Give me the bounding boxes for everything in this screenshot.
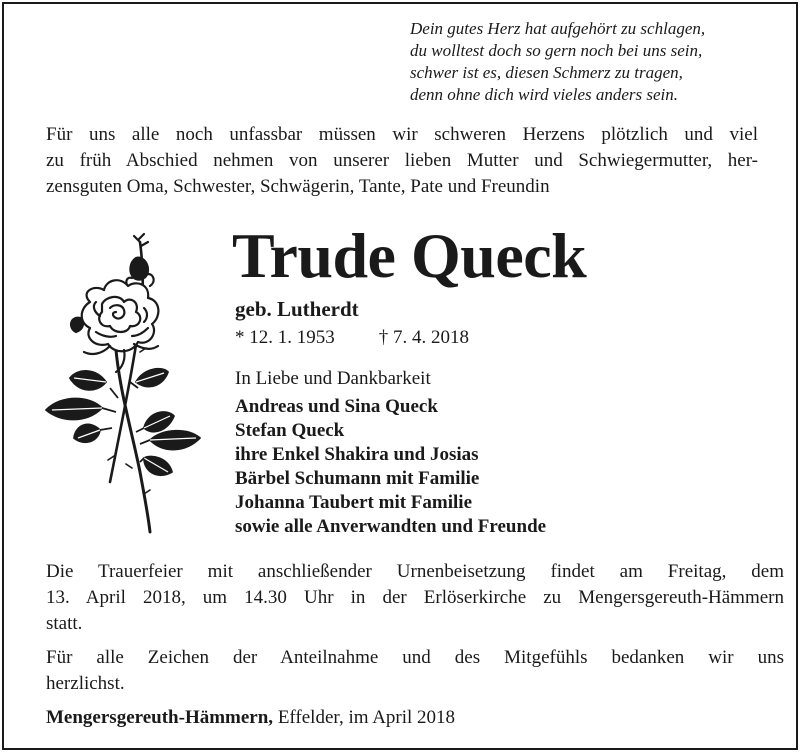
death-date: † 7. 4. 2018 bbox=[378, 327, 469, 348]
rose-illustration bbox=[40, 232, 204, 536]
intro-line: Für uns alle noch unfassbar müssen wir schweren Herzens plötzlich und viel bbox=[46, 124, 758, 145]
intro-line: zu früh Abschied nehmen von unserer lieben Mutter und Schwiegermutter, her- bbox=[46, 150, 758, 171]
mourner: Stefan Queck bbox=[235, 420, 345, 441]
funeral-line: 13. April 2018, um 14.30 Uhr in der Erlöserkirche zu Mengersgereuth-Hämmern bbox=[46, 587, 784, 608]
intro-text bbox=[46, 122, 758, 200]
place-rest: Effelder, im April 2018 bbox=[277, 707, 456, 728]
mourner: sowie alle Anverwandten und Freunde bbox=[235, 516, 547, 537]
place-town: Mengersgereuth-Hämmern, bbox=[46, 707, 274, 728]
thanks-line: Für alle Zeichen der Anteilnahme und des Mitgefühls bedanken wir uns bbox=[46, 647, 784, 668]
poem-line: denn ohne dich wird vieles anders sein. bbox=[410, 85, 679, 104]
poem-line: du wolltest doch so gern noch bei uns sein, bbox=[410, 41, 703, 60]
maiden-name: geb. Lutherdt bbox=[235, 297, 359, 321]
mourner: Andreas und Sina Queck bbox=[235, 396, 438, 417]
birth-date: * 12. 1. 1953 bbox=[235, 327, 335, 348]
mourner: Johanna Taubert mit Familie bbox=[235, 492, 472, 513]
poem-line: schwer ist es, diesen Schmerz zu tragen, bbox=[410, 63, 683, 82]
poem bbox=[410, 18, 780, 106]
mourner: ihre Enkel Shakira und Josias bbox=[235, 444, 479, 465]
deceased-name: Trude Queck bbox=[232, 220, 587, 291]
love-line: In Liebe und Dankbarkeit bbox=[235, 368, 431, 389]
life-dates bbox=[235, 325, 469, 351]
funeral-line: statt. bbox=[46, 613, 83, 634]
thanks-line: herzlichst. bbox=[46, 673, 125, 694]
mourners-list bbox=[235, 395, 546, 539]
place-date bbox=[46, 705, 455, 731]
intro-line: zensguten Oma, Schwester, Schwägerin, Tante, Pate und Freundin bbox=[46, 176, 550, 197]
mourner: Bärbel Schumann mit Familie bbox=[235, 468, 480, 489]
funeral-line: Die Trauerfeier mit anschließender Urnenbeisetzung findet am Freitag, dem bbox=[46, 561, 784, 582]
funeral-info bbox=[46, 559, 784, 637]
poem-line: Dein gutes Herz hat aufgehört zu schlagen, bbox=[410, 19, 706, 38]
thanks-text bbox=[46, 645, 784, 697]
